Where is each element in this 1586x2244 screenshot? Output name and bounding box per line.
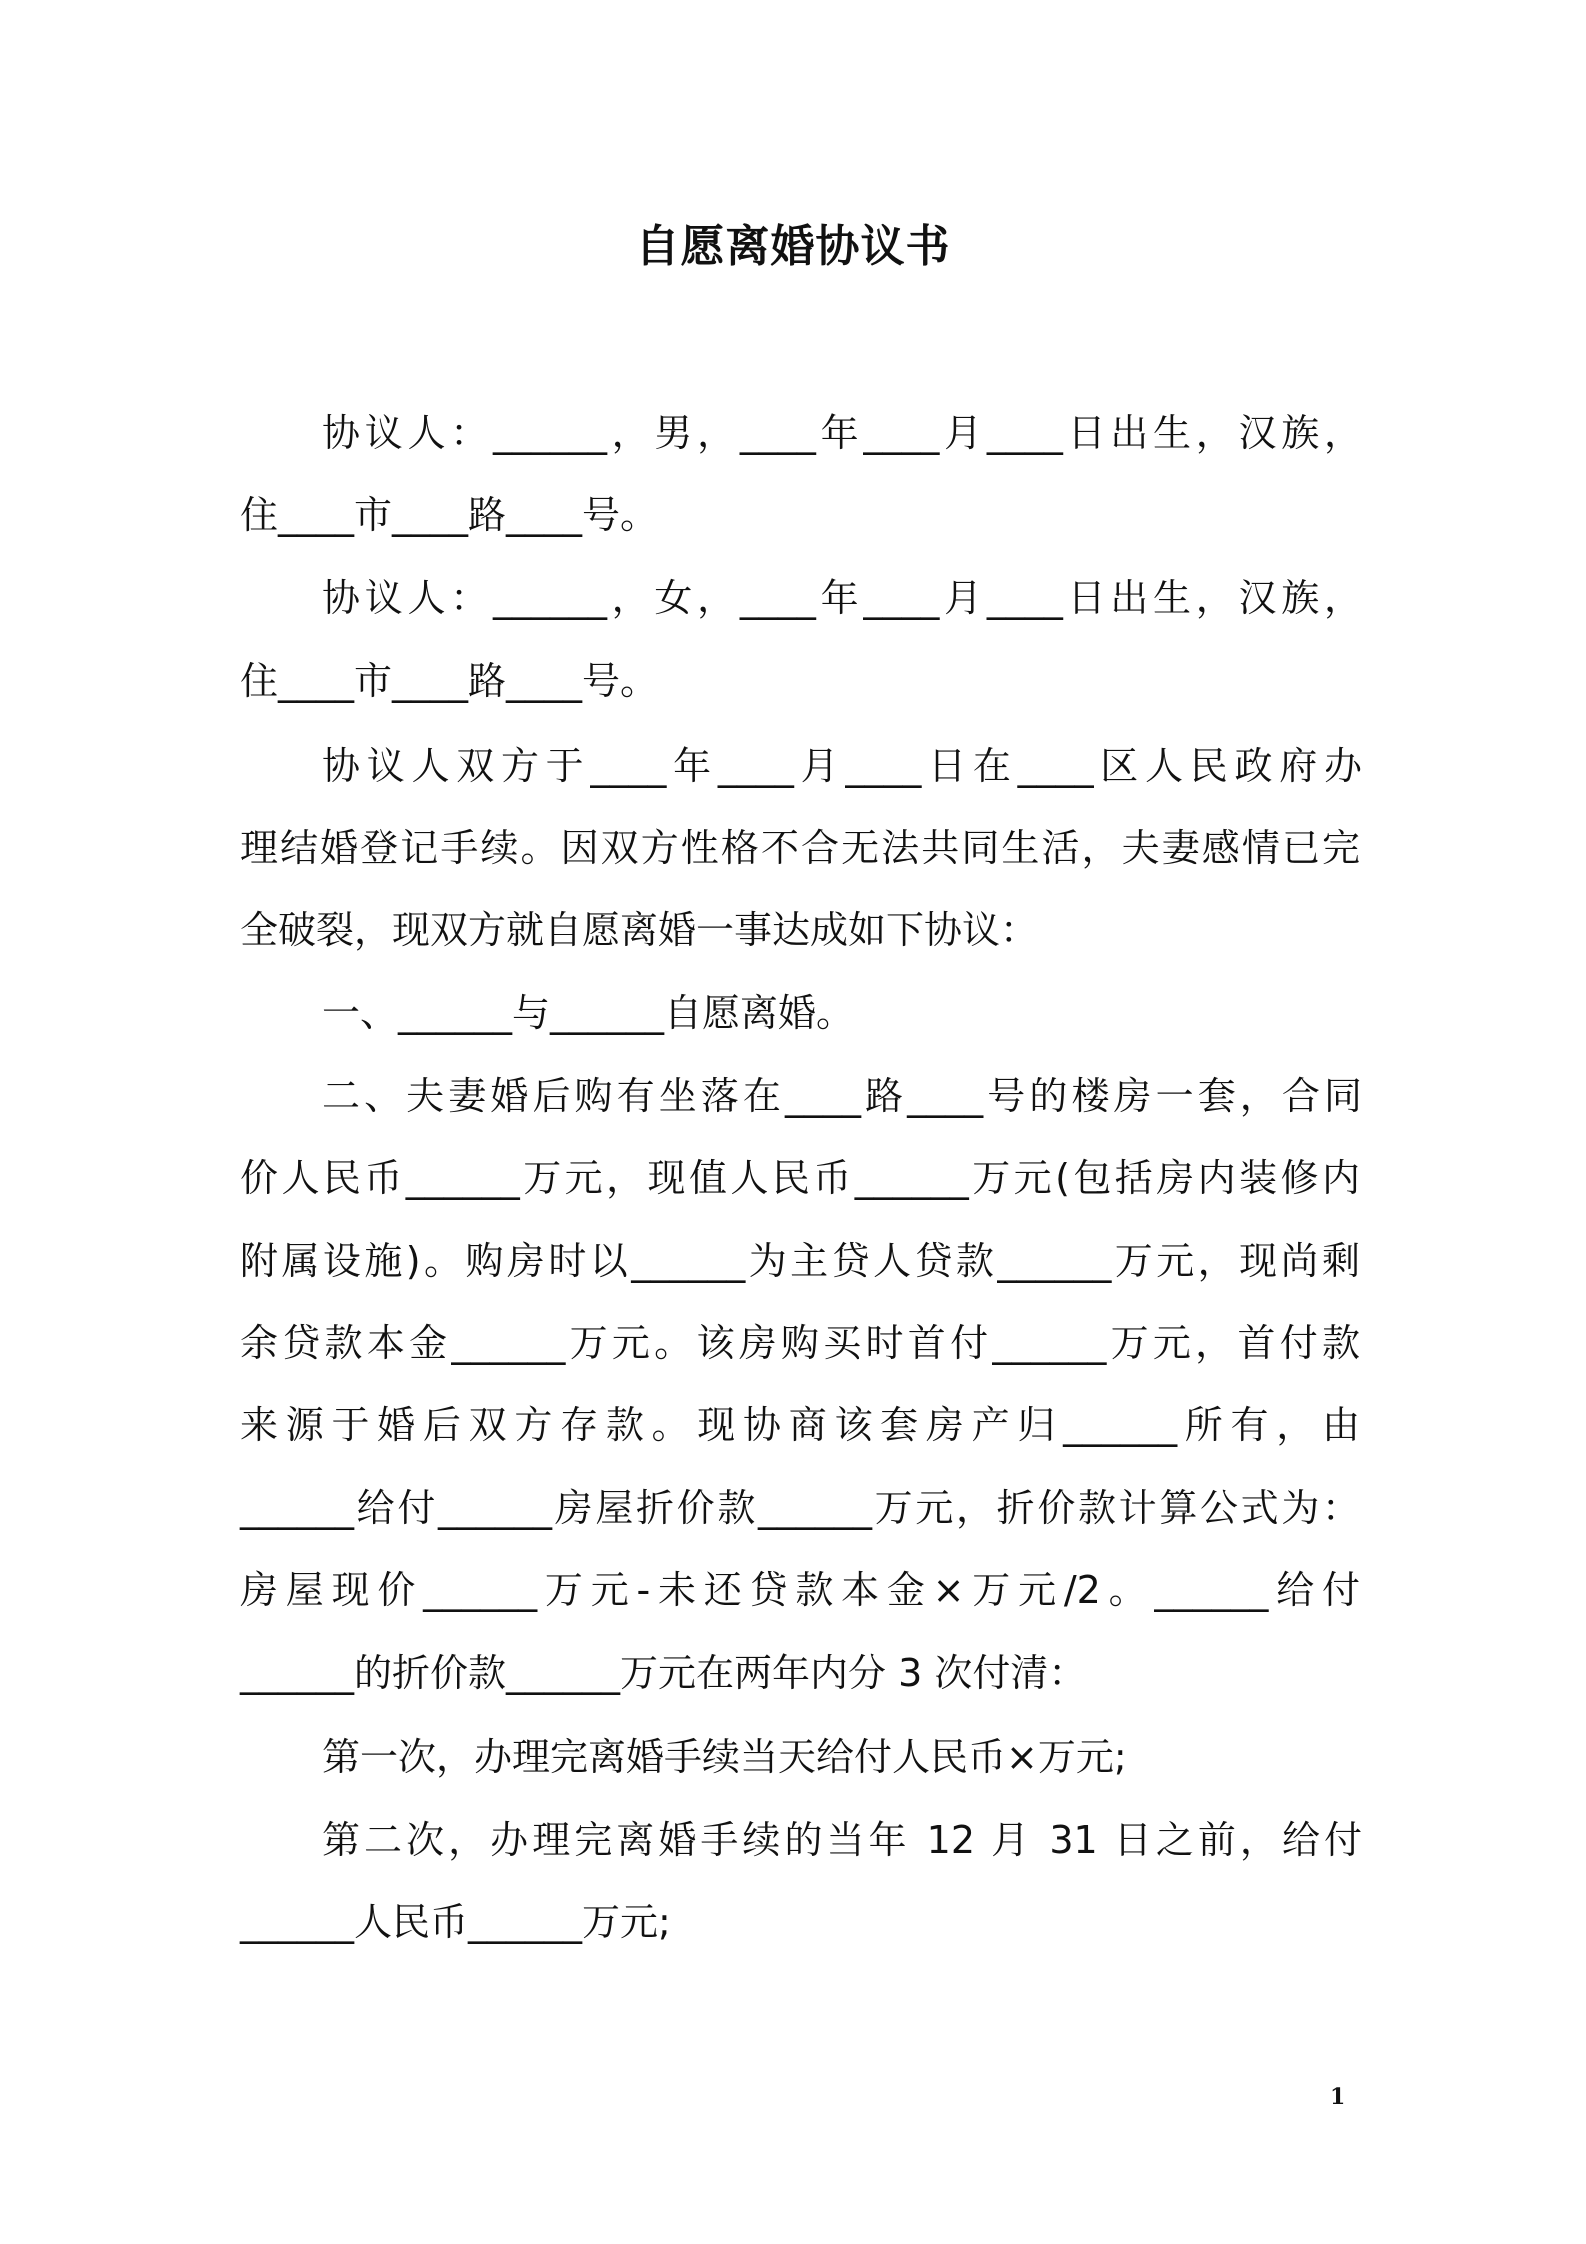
paragraph-line: 二、夫妻婚后购有坐落在____路____号的楼房一套，合同 — [322, 1074, 1362, 1118]
paragraph-line: 第一次，办理完离婚手续当天给付人民币×万元; — [322, 1735, 1127, 1779]
paragraph-line: 协议人：______，女，____年____月____日出生，汉族， — [322, 576, 1362, 620]
paragraph-line: ______人民币______万元; — [240, 1900, 671, 1944]
paragraph-line: 余贷款本金______万元。该房购买时首付______万元，首付款 — [240, 1321, 1360, 1365]
paragraph-line: 协议人双方于____年____月____日在____区人民政府办 — [322, 744, 1362, 788]
paragraph-line: 住____市____路____号。 — [240, 659, 659, 703]
paragraph-line: 理结婚登记手续。因双方性格不合无法共同生活，夫妻感情已完 — [240, 826, 1360, 870]
paragraph-line: 协议人：______，男，____年____月____日出生，汉族， — [322, 411, 1362, 455]
paragraph-line: 第二次，办理完离婚手续的当年 12 月 31 日之前，给付 — [322, 1818, 1362, 1862]
paragraph-line: 一、______与______自愿离婚。 — [322, 991, 855, 1035]
paragraph-line: 房屋现价______万元-未还贷款本金×万元/2。______给付 — [240, 1568, 1360, 1612]
document-title: 自愿离婚协议书 — [635, 221, 951, 272]
paragraph-line: 来源于婚后双方存款。现协商该套房产归______所有，由 — [240, 1403, 1360, 1447]
page-number: 1 — [1330, 2084, 1346, 2110]
paragraph-line: ______给付______房屋折价款______万元，折价款计算公式为： — [240, 1486, 1360, 1530]
paragraph-line: 全破裂，现双方就自愿离婚一事达成如下协议： — [240, 908, 1039, 952]
paragraph-line: 住____市____路____号。 — [240, 493, 659, 537]
paragraph-line: 附属设施)。购房时以______为主贷人贷款______万元，现尚剩 — [240, 1239, 1360, 1283]
paragraph-line: ______的折价款______万元在两年内分 3 次付清： — [240, 1651, 1087, 1695]
paragraph-line: 价人民币______万元，现值人民币______万元(包括房内装修内 — [240, 1156, 1360, 1200]
